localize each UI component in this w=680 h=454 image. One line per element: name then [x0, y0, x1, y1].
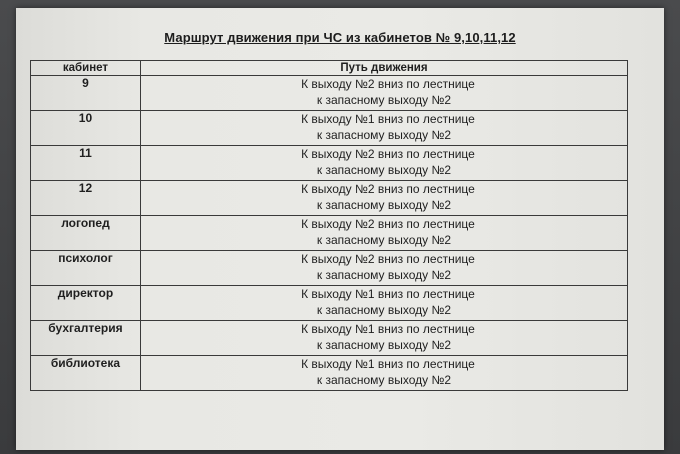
table-row — [31, 321, 628, 356]
path-line-2: к запасному выходу №2 — [316, 233, 452, 247]
room-cell: 11 — [31, 146, 141, 181]
room-cell: 12 — [31, 181, 141, 216]
path-line-1: К выходу №1 вниз по лестнице — [301, 357, 475, 371]
room-cell: психолог — [31, 251, 141, 286]
path-cell — [140, 356, 627, 391]
path-cell — [140, 251, 627, 286]
header-path: Путь движения — [140, 61, 627, 76]
header-room: кабинет — [31, 61, 141, 76]
table-header-row — [31, 61, 628, 76]
table-row — [31, 111, 628, 146]
room-cell: директор — [31, 286, 141, 321]
path-cell — [140, 111, 627, 146]
path-line-1: К выходу №2 вниз по лестнице — [301, 182, 475, 196]
room-cell: бухгалтерия — [31, 321, 141, 356]
table-row — [31, 216, 628, 251]
table-row — [31, 286, 628, 321]
path-line-2: к запасному выходу №2 — [316, 303, 452, 317]
path-line-2: к запасному выходу №2 — [316, 198, 452, 212]
path-line-1: К выходу №1 вниз по лестнице — [301, 322, 475, 336]
path-line-1: К выходу №2 вниз по лестнице — [301, 217, 475, 231]
room-cell: логопед — [31, 216, 141, 251]
path-line-2: к запасному выходу №2 — [316, 128, 452, 142]
room-cell: 10 — [31, 111, 141, 146]
path-line-1: К выходу №1 вниз по лестнице — [301, 112, 475, 126]
evacuation-route-table — [30, 60, 628, 391]
table-row — [31, 181, 628, 216]
path-cell — [140, 286, 627, 321]
path-line-1: К выходу №2 вниз по лестнице — [301, 252, 475, 266]
path-line-2: к запасному выходу №2 — [316, 268, 452, 282]
path-line-2: к запасному выходу №2 — [316, 163, 452, 177]
table-row — [31, 146, 628, 181]
path-line-2: к запасному выходу №2 — [316, 93, 452, 107]
path-cell — [140, 216, 627, 251]
path-cell — [140, 321, 627, 356]
path-cell — [140, 181, 627, 216]
path-line-1: К выходу №2 вниз по лестнице — [301, 77, 475, 91]
path-line-2: к запасному выходу №2 — [316, 373, 452, 387]
path-line-1: К выходу №2 вниз по лестнице — [301, 147, 475, 161]
table-row — [31, 76, 628, 111]
room-cell: библиотека — [31, 356, 141, 391]
path-line-2: к запасному выходу №2 — [316, 338, 452, 352]
path-line-1: К выходу №1 вниз по лестнице — [301, 287, 475, 301]
table-row — [31, 251, 628, 286]
path-cell — [140, 76, 627, 111]
room-cell: 9 — [31, 76, 141, 111]
document-title: Маршрут движения при ЧС из кабинетов № 9,10,11,12 — [164, 30, 516, 45]
path-cell — [140, 146, 627, 181]
table-row — [31, 356, 628, 391]
